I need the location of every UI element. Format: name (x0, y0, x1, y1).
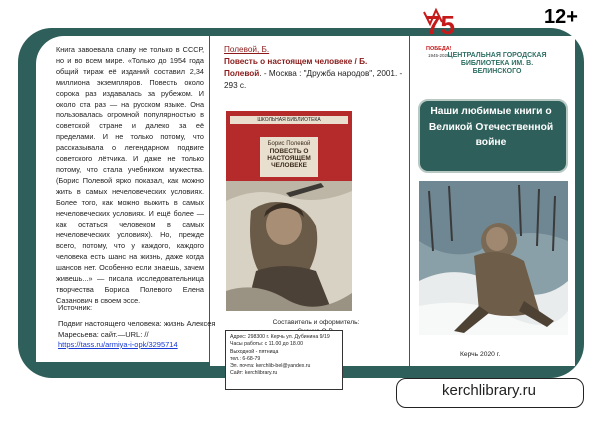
book-description: Книга завоевала славу не только в СССР, но и во всем мире. «Только до 1954 года общий тираж её изданий составил 2,34 миллиона экземпляров. Повесть около сорока раз издавалась за рубежом. И около ста раз — на русском языке. Она пользовалась огромной популярностью в советской стране и далеко за её пределами. И не только потому, что рассказывала о легендарном подвиге советского лётчика. И даже не только потому, что стала учебником мужества. (Борис Полевой ярко показал, как можно жить в самых нечеловеческих условиях. Более того, как можно выжить в самых нечеловеческих условиях. И ещё более — как остаться человеком в самых нечеловеческих условиях). Но, прежде всего, потому, что у каждого, каждого человека есть шанс на жизнь, даже когда шансов нет. Особенно если знаешь, зачем живешь...» — писала исследовательница творчества Бориса Полевого Елена Сазанович в своем эссе. (56, 45, 204, 305)
website-link[interactable]: kerchlibrary.ru (442, 382, 536, 399)
book-citation (224, 44, 404, 92)
war-painting (419, 181, 568, 335)
contact-address: Адрес: 298300 г. Керчь ул. Дубинина 9/19 (230, 334, 330, 340)
library-name: ЦЕНТРАЛЬНАЯ ГОРОДСКАЯ БИБЛИОТЕКА ИМ. В. БЕЛИНСКОГО (447, 52, 547, 76)
book-title: ПОВЕСТЬ О НАСТОЯЩЕМ ЧЕЛОВЕКЕ (267, 148, 311, 169)
contact-phone: тел.: 6-68-79 (230, 355, 261, 362)
headline: Наши любимые книги о Великой Отечественной войне (428, 106, 554, 148)
book-cover (226, 111, 352, 311)
book-title-plate (260, 137, 318, 177)
contact-email: Эл. почта: kerchlib-bel@yandex.ru (230, 363, 311, 370)
logo-subtitle: ПОБЕДА! (426, 46, 452, 52)
citation-title: Повесть о настоящем человеке / Б. Полевой (224, 57, 368, 78)
book-series: ШКОЛЬНАЯ БИБЛИОТЕКА (230, 116, 348, 124)
source-text: Подвиг настоящего человека: жизнь Алексея Маресьева: сайт.—URL: // (58, 319, 216, 339)
source-link[interactable]: https://tass.ru/armiya-i-opk/3295714 (58, 340, 178, 349)
caption: Керчь 2020 г. (460, 351, 501, 358)
book-cover-illustration (226, 181, 352, 311)
source-block (58, 319, 218, 351)
contact-site: Сайт: kerchlibrary.ru (230, 370, 278, 377)
logo-number: 75 (426, 10, 455, 40)
contact-hours: Часы работы: с 11.00 до 18.00 (230, 341, 304, 348)
contact-day-off: Выходной - пятница (230, 348, 279, 355)
book-author: Борис Полевой (267, 141, 311, 147)
contact-box (225, 330, 343, 390)
victory-75-logo (416, 4, 466, 52)
age-rating-badge: 12+ (544, 6, 578, 28)
source-label: Источник: (58, 303, 93, 312)
compiler-label: Составитель и оформитель: (272, 319, 360, 326)
citation-author[interactable]: Полевой, Б. (224, 45, 270, 54)
logo-years: 1945-2020 (428, 53, 450, 58)
citation-rest: . - Москва : "Дружба народов", 2001. - 293 с. (224, 69, 403, 90)
